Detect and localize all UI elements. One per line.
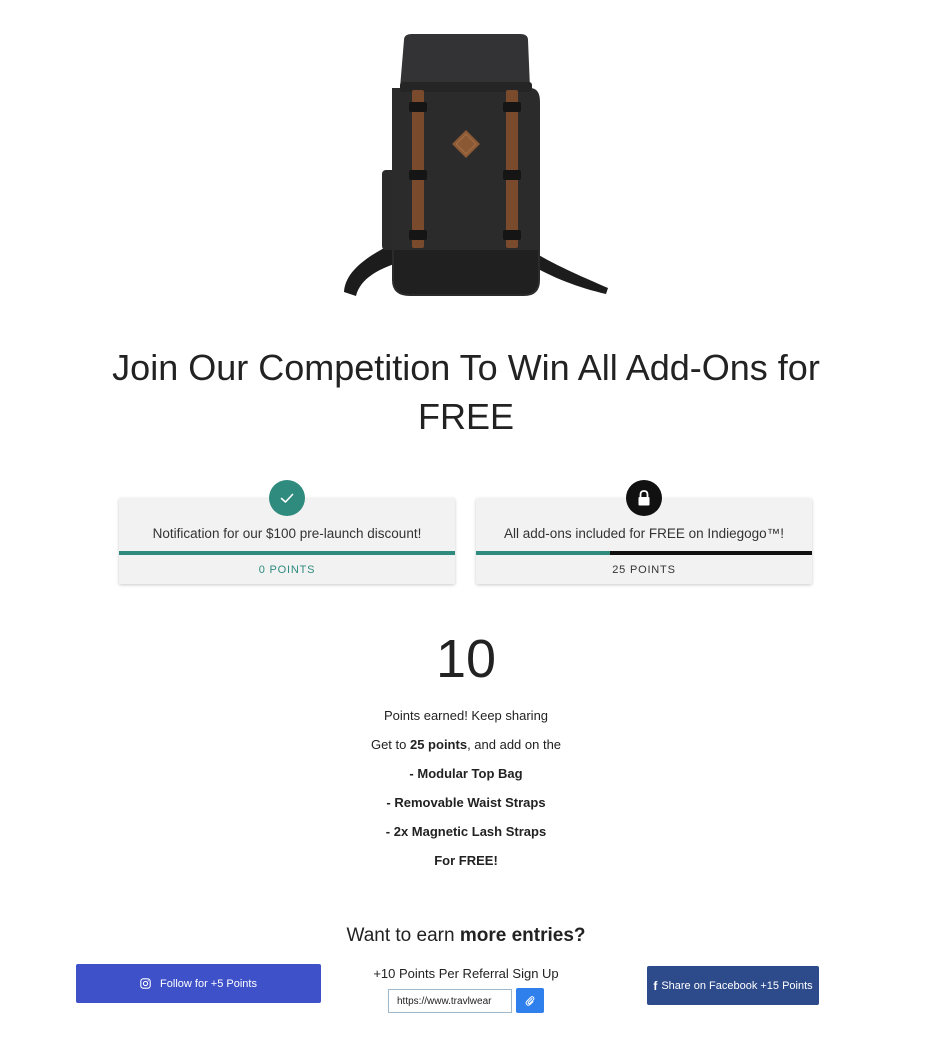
milestone-card-addons bbox=[476, 498, 812, 584]
product-image bbox=[330, 30, 620, 305]
earn-heading-prefix: Want to earn bbox=[346, 925, 460, 946]
addon-item-label: - 2x Magnetic Lash Straps bbox=[385, 824, 547, 839]
points-goal-line bbox=[316, 734, 616, 763]
milestone-points: 0 POINTS bbox=[258, 564, 316, 576]
milestone-points: 25 POINTS bbox=[612, 564, 676, 576]
share-facebook-button[interactable] bbox=[647, 966, 819, 1005]
milestone-text: Notification for our $100 pre-launch discount! bbox=[152, 526, 422, 541]
milestone-badge bbox=[626, 480, 662, 516]
points-earned-value: 10 bbox=[435, 629, 497, 689]
addon-item bbox=[316, 792, 616, 821]
milestone-progress-fill bbox=[119, 551, 455, 555]
addon-item bbox=[316, 763, 616, 792]
milestone-text: All add-ons included for FREE on Indiegogo™! bbox=[504, 526, 784, 541]
backpack-icon bbox=[330, 30, 620, 305]
check-icon bbox=[279, 490, 295, 506]
copy-link-button[interactable] bbox=[516, 988, 544, 1013]
referral-link-input[interactable] bbox=[388, 989, 512, 1013]
goal-points: 25 points bbox=[409, 737, 468, 752]
lock-icon bbox=[636, 489, 652, 507]
milestone-progress-bar bbox=[119, 551, 455, 555]
addon-item bbox=[316, 821, 616, 850]
earn-heading-bold: more entries? bbox=[459, 925, 586, 946]
milestone-progress-fill bbox=[476, 551, 610, 555]
addon-item-label: - Removable Waist Straps bbox=[386, 795, 546, 810]
instagram-icon bbox=[140, 978, 151, 989]
follow-button[interactable] bbox=[76, 964, 321, 1003]
goal-prefix: Get to bbox=[370, 737, 410, 752]
referral-label: +10 Points Per Referral Sign Up bbox=[373, 966, 559, 981]
milestone-card-discount bbox=[119, 498, 455, 584]
milestone-badge bbox=[269, 480, 305, 516]
page-title: Join Our Competition To Win All Add-Ons for FREE bbox=[112, 347, 820, 437]
facebook-icon: f bbox=[653, 978, 658, 993]
points-closing bbox=[316, 850, 616, 879]
milestone-progress-bar bbox=[476, 551, 812, 555]
follow-button-label: Follow for +5 Points bbox=[160, 977, 257, 990]
points-info bbox=[316, 705, 616, 879]
earn-more-heading bbox=[266, 925, 666, 947]
share-facebook-label: Share on Facebook +15 Points bbox=[661, 979, 813, 992]
addon-item-label: - Modular Top Bag bbox=[409, 766, 523, 781]
paperclip-icon bbox=[524, 995, 536, 1007]
closing-label: For FREE! bbox=[434, 853, 498, 868]
goal-suffix: , and add on the bbox=[467, 737, 562, 752]
points-info-line: Points earned! Keep sharing bbox=[383, 708, 549, 723]
